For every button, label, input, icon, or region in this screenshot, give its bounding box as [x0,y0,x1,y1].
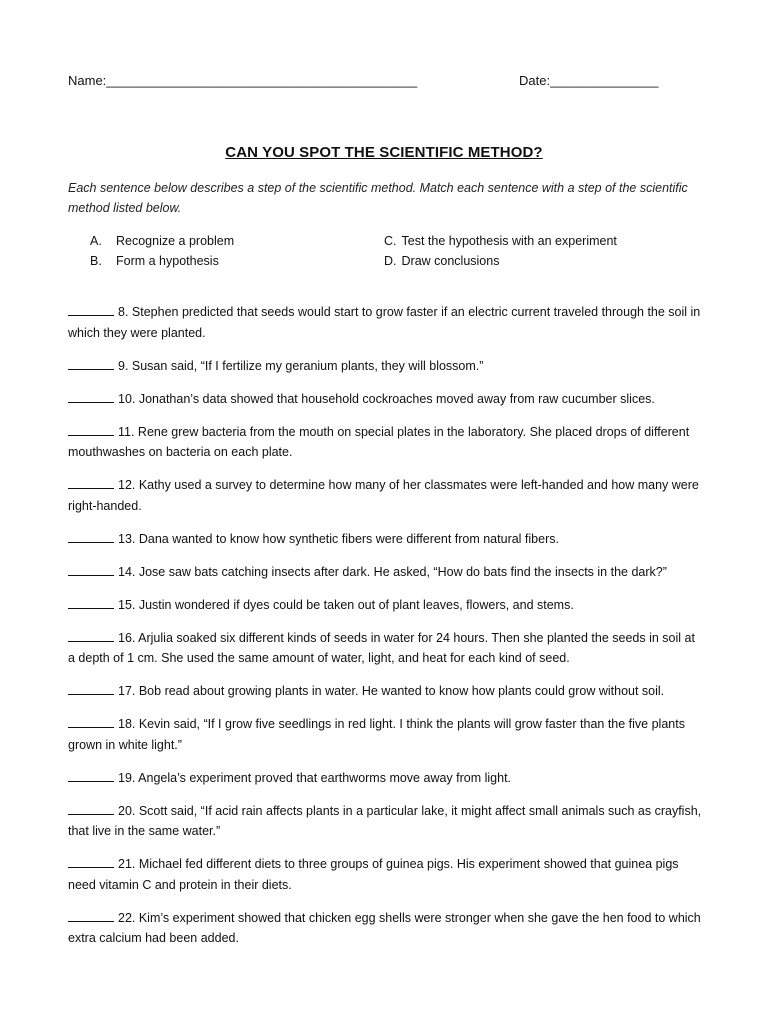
answer-blank[interactable] [68,390,114,403]
question-14 [68,562,704,583]
question-10 [68,389,704,410]
answer-blank[interactable] [68,596,114,609]
question-16 [68,628,704,669]
question-text: 15. Justin wondered if dyes could be taken out of plant leaves, flowers, and stems. [118,597,574,612]
question-text: 20. Scott said, “If acid rain affects plants in a particular lake, it might affect small animals such as crayfish, that live in the same water.” [68,803,702,838]
question-text: 16. Arjulia soaked six different kinds of seeds in water for 24 hours. Then she planted the seeds in soil at a depth of 1 cm. She used the same amount of water, light, and heat for each kind of seed. [68,630,695,665]
question-18 [68,714,704,755]
answer-blank[interactable] [68,563,114,576]
answer-blank[interactable] [68,629,114,642]
answer-blank[interactable] [68,530,114,543]
question-text: 10. Jonathan’s data showed that household cockroaches moved away from raw cucumber slices. [118,391,655,406]
answer-blank[interactable] [68,909,114,922]
date-field[interactable]: Date:_______________ [519,73,659,88]
question-text: 14. Jose saw bats catching insects after dark. He asked, “How do bats find the insects in the dark?” [118,564,667,579]
question-21 [68,854,704,895]
question-9 [68,356,704,377]
question-11 [68,422,704,463]
question-22 [68,908,704,949]
question-text: 9. Susan said, “If I fertilize my geranium plants, they will blossom.” [118,358,484,373]
question-text: 21. Michael fed different diets to three groups of guinea pigs. His experiment showed that guinea pigs need vitamin C and protein in their diets. [68,857,679,892]
question-text: 11. Rene grew bacteria from the mouth on special plates in the laboratory. She placed drops of different mouthwashes on bacteria on each plate. [68,424,690,459]
option-c [384,231,617,251]
option-text: Test the hypothesis with an experiment [401,234,617,248]
question-12 [68,475,704,516]
question-13 [68,529,704,550]
question-15 [68,595,704,616]
answer-blank[interactable] [68,715,114,728]
question-text: 19. Angela’s experiment proved that earthworms move away from light. [118,770,512,785]
option-b [90,251,219,271]
question-list [68,302,704,961]
answer-blank[interactable] [68,357,114,370]
option-letter: C. [384,234,397,248]
question-text: 12. Kathy used a survey to determine how many of her classmates were left-handed and how many were right-handed. [68,478,699,513]
answer-blank[interactable] [68,802,114,815]
option-text: Form a hypothesis [116,254,219,268]
answer-blank[interactable] [68,682,114,695]
option-a [90,231,234,251]
worksheet-title: CAN YOU SPOT THE SCIENTIFIC METHOD? [225,144,543,161]
option-text: Draw conclusions [401,254,500,268]
option-letter: D. [384,254,397,268]
question-text: 17. Bob read about growing plants in water. He wanted to know how plants could grow without soil. [118,684,665,698]
question-20 [68,801,704,842]
question-19 [68,768,704,789]
question-8 [68,302,704,343]
answer-blank[interactable] [68,423,114,436]
question-text: 18. Kevin said, “If I grow five seedlings in red light. I think the plants will grow faster than the five plants grown in white light.” [68,717,685,752]
question-text: 22. Kim’s experiment showed that chicken egg shells were stronger when she gave the hen food to which extra calcium had been added. [68,910,701,945]
option-letter: B. [90,254,102,268]
question-text: 8. Stephen predicted that seeds would start to grow faster if an electric current traveled through the soil in which they were planted. [68,305,701,340]
instructions: Each sentence below describes a step of the scientific method. Match each sentence with a step of the scientific method listed below. [68,181,688,215]
answer-blank[interactable] [68,303,114,316]
answer-blank[interactable] [68,769,114,782]
answer-blank[interactable] [68,855,114,868]
question-17 [68,681,704,702]
name-field[interactable]: Name:___________________________________________ [68,73,418,88]
option-letter: A. [90,234,102,248]
option-d [384,251,499,271]
question-text: 13. Dana wanted to know how synthetic fibers were different from natural fibers. [118,531,559,546]
option-text: Recognize a problem [116,234,235,248]
answer-blank[interactable] [68,476,114,489]
